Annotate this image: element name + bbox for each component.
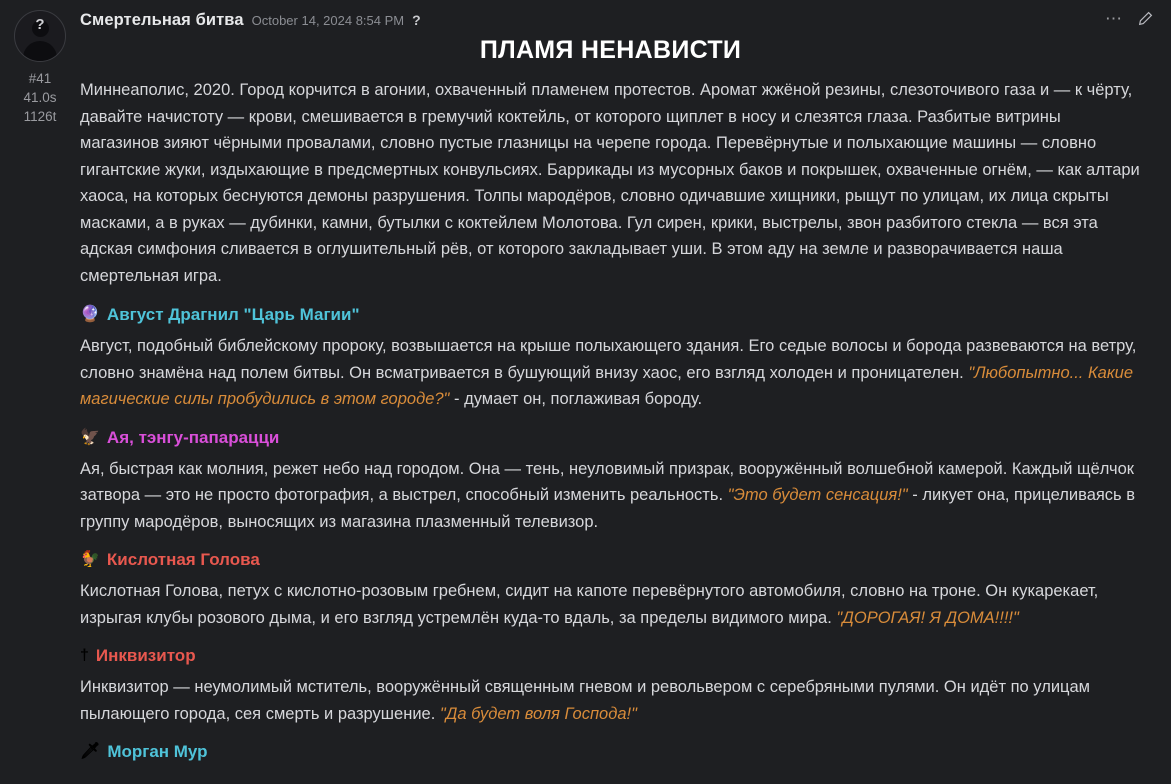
message-actions — [1105, 11, 1153, 27]
avatar[interactable] — [14, 10, 66, 62]
character-quote: "Любопытно... Какие магические силы пробудились в этом городе?" — [80, 363, 1133, 408]
character-heading — [80, 740, 1141, 764]
character-heading — [80, 426, 1141, 450]
pencil-icon[interactable] — [1137, 11, 1153, 27]
rooster-icon: 🐓 — [80, 551, 100, 568]
character-quote: "Это будет сенсация!" — [727, 486, 908, 504]
author-name: Смертельная битва — [80, 11, 244, 29]
avatar-body-shape — [23, 41, 57, 62]
paragraph-text: Август, подобный библейскому пророку, возвышается на крыше полыхающего здания. Его седые волосы и борода развеваются на ветру, словно знамёна над полем битвы. Он всматривается в бушующий внизу хаос, его взгляд холоден и проницателен. — [80, 337, 1137, 382]
message-gutter — [0, 0, 80, 784]
ellipsis-icon[interactable]: ⋯ — [1105, 9, 1123, 28]
paragraph-text-after: - думает он, поглаживая бороду. — [449, 390, 703, 408]
character-heading — [80, 644, 1141, 668]
character-quote: "ДОРОГАЯ! Я ДОМА!!!!" — [836, 608, 1019, 627]
cross-icon: † — [80, 647, 89, 664]
character-paragraph — [80, 456, 1141, 536]
character-name: Ая, тэнгу-папарацци — [106, 427, 280, 447]
paragraph-text: Кислотная Голова, петух с кислотно-розовым гребнем, сидит на капоте перевёрнутого автомобиля, словно на троне. Он кукарекает, изрыгая клубы розового дыма, и его взгляд устремлён куда-то вдаль, за пределы видимого мира. — [80, 582, 1099, 627]
character-paragraph — [80, 578, 1141, 631]
message-tokens: 1126t — [23, 109, 57, 124]
character-name: Инквизитор — [95, 646, 196, 665]
paragraph-text: Ая, быстрая как молния, режет небо над городом. Она — тень, неуловимый призрак, вооружённый волшебной камерой. Каждый щёлчок затвора — это не просто фотография, а выстрел, способный изменить реальность. — [80, 459, 1135, 504]
character-name: Кислотная Голова — [106, 550, 260, 569]
character-quote: "Да будет воля Господа!" — [439, 704, 637, 723]
character-name: Морган Мур — [107, 742, 208, 761]
character-paragraph — [80, 333, 1141, 413]
character-list — [80, 303, 1141, 764]
message-content — [80, 0, 1171, 784]
page-title: ПЛАМЯ НЕНАВИСТИ — [479, 36, 742, 64]
message-timestamp: October 14, 2024 8:54 PM — [251, 13, 405, 28]
intro-paragraph: Миннеаполис, 2020. Город корчится в агонии, охваченный пламенем протестов. Аромат жжёной резины, слезоточивого газа и — к чёрту, давайте начистоту — крови, смешивается в гремучий коктейль, от которого щиплет в носу и слезятся глаза. Разбитые витрины магазинов зияют чёрными провалами, словно пустые глазницы на черепе города. Перевёрнутые и полыхающие машины — словно гигантские жуки, издыхающие в предсмертных конвульсиях. Баррикады из мусорных баков и покрышек, охваченные огнём, — как алтари хаоса, на которых беснуются демоны разрушения. Толпы мародёров, словно одичавшие хищники, рыщут по улицам, их лица скрыты масками, а в руках — дубинки, камни, бутылки с коктейлем Молотова. Гул сирен, крики, выстрелы, звон разбитого стекла — вся эта адская симфония сливается в оглушительный рёв, от которого закладывает уши. В этом аду на земле и разворачивается наша смертельная игра. — [80, 81, 1140, 285]
message-number: #41 — [28, 71, 52, 86]
message-stats — [0, 69, 80, 126]
message-header — [80, 0, 1141, 30]
character-heading — [80, 548, 1141, 572]
character-paragraph — [80, 674, 1141, 727]
avatar-question-mark: ? — [35, 16, 45, 33]
paragraph-text-after: - ликует она, прицеливаясь в группу мародёров, выносящих из магазина плазменный телевизор. — [80, 486, 1136, 531]
character-heading — [80, 303, 1141, 327]
message-duration: 41.0s — [23, 90, 57, 105]
character-name: Август Драгнил "Царь Магии" — [106, 305, 360, 324]
paragraph-text: Инквизитор — неумолимый мститель, вооружённый священным гневом и револьвером с серебряными пулями. Он идёт по улицам пылающего города, сея смерть и разрушение. — [80, 678, 1091, 723]
help-icon[interactable]: ? — [412, 12, 421, 28]
dagger-icon: 🗡 — [80, 743, 101, 760]
crystal-ball-icon: 🔮 — [80, 306, 100, 323]
bird-icon: 🦅 — [80, 428, 100, 446]
